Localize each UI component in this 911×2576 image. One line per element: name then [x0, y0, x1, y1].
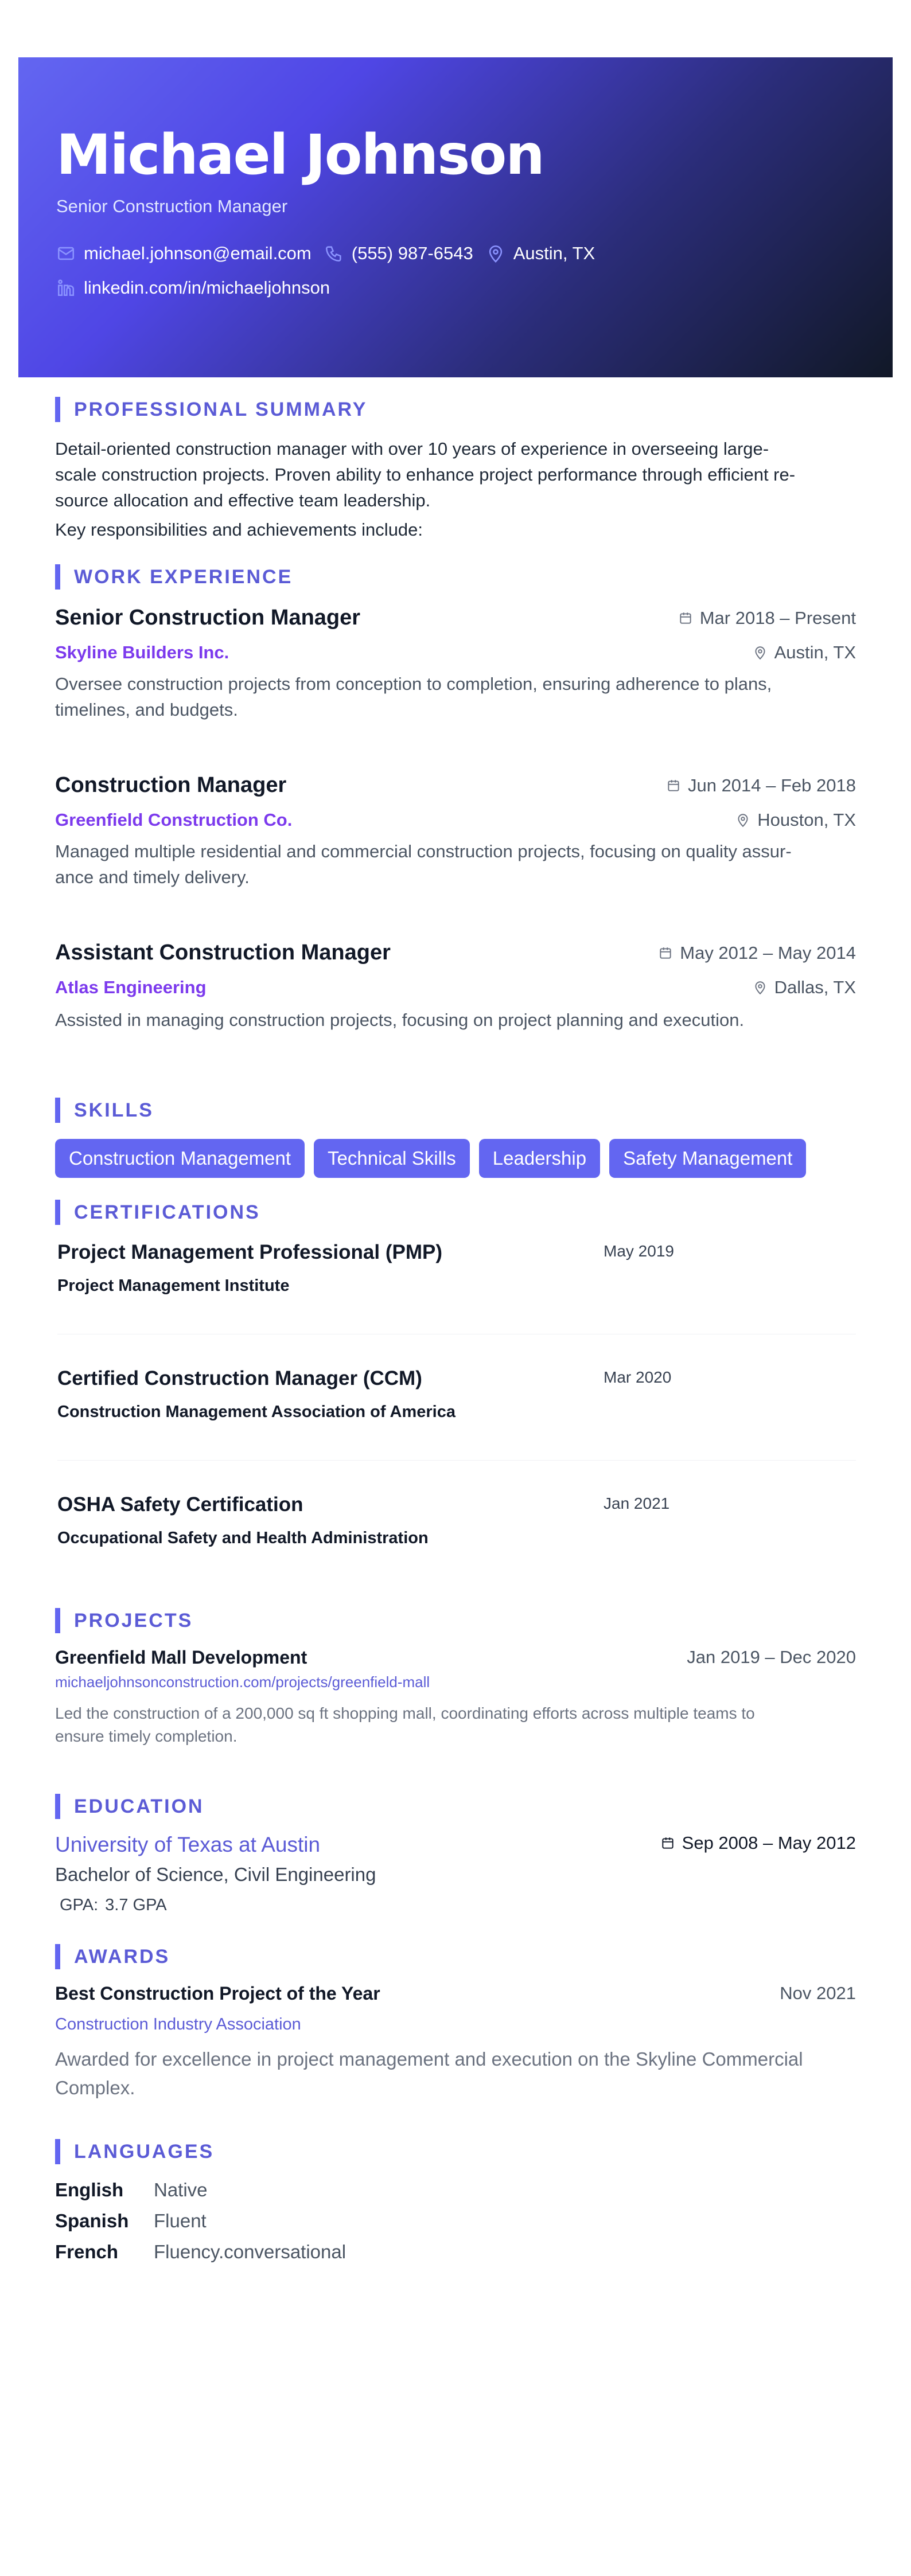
awards-heading-text: AWARDS: [74, 1945, 170, 1968]
job-description-line: timelines, and budgets.: [55, 700, 238, 720]
contact-email[interactable]: [56, 243, 312, 264]
calendar-icon: [678, 611, 693, 626]
summary-line: Key responsibilities and achievements include:: [55, 520, 423, 540]
job-description: [55, 1007, 744, 1033]
section-accent-bar: [55, 564, 60, 590]
projects-heading: [55, 1608, 193, 1633]
education-gpa: [60, 1896, 167, 1915]
map-pin-icon: [753, 645, 768, 660]
summary-heading-text: PROFESSIONAL SUMMARY: [74, 398, 368, 420]
section-accent-bar: [55, 1608, 60, 1633]
summary-line: source allocation and effective team leadership.: [55, 490, 431, 510]
award-description-line: Awarded for excellence in project management and execution on the Skyline Commercial: [55, 2048, 803, 2070]
certifications-heading-text: CERTIFICATIONS: [74, 1201, 260, 1223]
calendar-icon: [666, 778, 681, 793]
job-description-line: Oversee construction projects from conception to completion, ensuring adherence to plans,: [55, 674, 772, 694]
skill-tag: Leadership: [479, 1139, 600, 1178]
certification-org: Project Management Institute: [57, 1277, 290, 1295]
certification-name: Certified Construction Manager (CCM): [57, 1367, 422, 1390]
section-accent-bar: [55, 1200, 60, 1225]
job-location: [753, 977, 856, 998]
map-pin-icon: [735, 813, 750, 828]
award-org: Construction Industry Association: [55, 2015, 301, 2034]
project-description-line: ensure timely completion.: [55, 1727, 238, 1745]
certification-org: Occupational Safety and Health Administration: [57, 1529, 429, 1547]
job-company: Atlas Engineering: [55, 977, 207, 997]
job-title: Assistant Construction Manager: [55, 940, 391, 965]
phone-text: (555) 987-6543: [351, 243, 473, 263]
project-name: Greenfield Mall Development: [55, 1647, 307, 1668]
certification-date: Mar 2020: [604, 1368, 672, 1386]
job-dates: [666, 775, 856, 796]
award-description: [55, 2045, 803, 2102]
project-description: [55, 1702, 755, 1748]
summary-line: scale construction projects. Proven ability to enhance project performance through efficient re-: [55, 465, 796, 485]
job-description-line: Assisted in managing construction projects, focusing on project planning and execution.: [55, 1010, 745, 1030]
job-title: Construction Manager: [55, 773, 287, 797]
education-heading-text: EDUCATION: [74, 1795, 204, 1817]
job-dates: [658, 943, 856, 963]
section-accent-bar: [55, 1944, 60, 1969]
job-description: [55, 838, 792, 890]
calendar-icon: [658, 946, 673, 961]
skill-tag: Safety Management: [609, 1139, 806, 1178]
section-accent-bar: [55, 1794, 60, 1819]
contact-location: [486, 243, 595, 264]
contact-row-primary: [56, 243, 595, 264]
summary-heading: [55, 397, 367, 422]
candidate-role: Senior Construction Manager: [56, 196, 288, 216]
job-dates-text: May 2012 – May 2014: [680, 943, 856, 963]
calendar-icon: [660, 1836, 675, 1851]
education-dates-text: Sep 2008 – May 2012: [682, 1833, 856, 1853]
project-description-line: Led the construction of a 200,000 sq ft shopping mall, coordinating efforts across multiple teams to: [55, 1704, 755, 1722]
language-level: Fluent: [154, 2210, 207, 2231]
experience-heading-text: WORK EXPERIENCE: [74, 565, 293, 588]
skills-list: [55, 1139, 806, 1178]
awards-heading: [55, 1944, 170, 1969]
skills-heading-text: SKILLS: [74, 1099, 154, 1121]
job-dates-text: Jun 2014 – Feb 2018: [687, 775, 856, 795]
certification-date: Jan 2021: [604, 1494, 670, 1512]
certification-divider: [57, 1460, 856, 1461]
mail-icon: [56, 244, 76, 263]
map-pin-icon: [753, 980, 768, 995]
job-location: [735, 810, 856, 830]
linkedin-text: linkedin.com/in/michaeljohnson: [84, 278, 330, 298]
skills-heading: [55, 1098, 154, 1123]
gpa-value: 3.7 GPA: [105, 1896, 167, 1914]
award-description-line: Complex.: [55, 2077, 135, 2098]
education-degree: Bachelor of Science, Civil Engineering: [55, 1864, 376, 1885]
certification-date: May 2019: [604, 1242, 674, 1260]
education-school: University of Texas at Austin: [55, 1833, 321, 1856]
project-link[interactable]: michaeljohnsonconstruction.com/projects/greenfield-mall: [55, 1673, 430, 1691]
contact-phone[interactable]: [324, 243, 473, 264]
gpa-label: GPA:: [60, 1896, 99, 1914]
project-dates: [687, 1647, 856, 1668]
certification-name: Project Management Professional (PMP): [57, 1241, 442, 1263]
language-level: Native: [154, 2179, 208, 2200]
summary-text: [55, 436, 858, 542]
job-location-text: Dallas, TX: [774, 977, 856, 997]
summary-line: Detail-oriented construction manager with over 10 years of experience in overseeing large-: [55, 439, 769, 459]
skill-tag: Technical Skills: [314, 1139, 470, 1178]
projects-heading-text: PROJECTS: [74, 1609, 193, 1632]
award-date-text: Nov 2021: [780, 1983, 856, 2003]
candidate-name: Michael Johnson: [56, 123, 544, 187]
award-name: Best Construction Project of the Year: [55, 1983, 380, 2004]
job-dates-text: Mar 2018 – Present: [699, 608, 856, 628]
language-name: Spanish: [55, 2210, 129, 2231]
job-dates: [678, 608, 856, 629]
languages-heading: [55, 2139, 214, 2164]
language-level: Fluency.conversational: [154, 2241, 347, 2262]
certifications-heading: [55, 1200, 260, 1225]
job-description-line: ance and timely delivery.: [55, 867, 250, 887]
certification-org: Construction Management Association of America: [57, 1403, 456, 1421]
languages-heading-text: LANGUAGES: [74, 2140, 215, 2163]
resume-header: [18, 57, 893, 377]
section-accent-bar: [55, 397, 60, 422]
certification-name: OSHA Safety Certification: [57, 1493, 303, 1516]
job-description: [55, 671, 772, 723]
job-title: Senior Construction Manager: [55, 606, 361, 630]
job-description-line: Managed multiple residential and commercial construction projects, focusing on quality assur-: [55, 841, 792, 861]
section-accent-bar: [55, 2139, 60, 2164]
contact-linkedin[interactable]: [56, 278, 330, 298]
job-company: Greenfield Construction Co.: [55, 810, 293, 830]
award-date: [780, 1983, 856, 2004]
language-name: English: [55, 2179, 124, 2200]
job-location-text: Houston, TX: [757, 810, 856, 830]
job-location-text: Austin, TX: [774, 642, 856, 662]
email-text: michael.johnson@email.com: [84, 243, 312, 263]
project-dates-text: Jan 2019 – Dec 2020: [687, 1647, 856, 1667]
linkedin-icon: [56, 278, 76, 298]
job-location: [753, 642, 856, 663]
skill-tag: Construction Management: [55, 1139, 305, 1178]
education-dates: [660, 1833, 856, 1853]
contact-row-secondary: [56, 278, 330, 298]
language-name: French: [55, 2241, 119, 2262]
map-pin-icon: [486, 244, 505, 263]
experience-heading: [55, 564, 293, 590]
education-heading: [55, 1794, 204, 1819]
location-text: Austin, TX: [513, 243, 595, 263]
section-accent-bar: [55, 1098, 60, 1123]
phone-icon: [324, 244, 344, 263]
job-company: Skyline Builders Inc.: [55, 642, 229, 662]
